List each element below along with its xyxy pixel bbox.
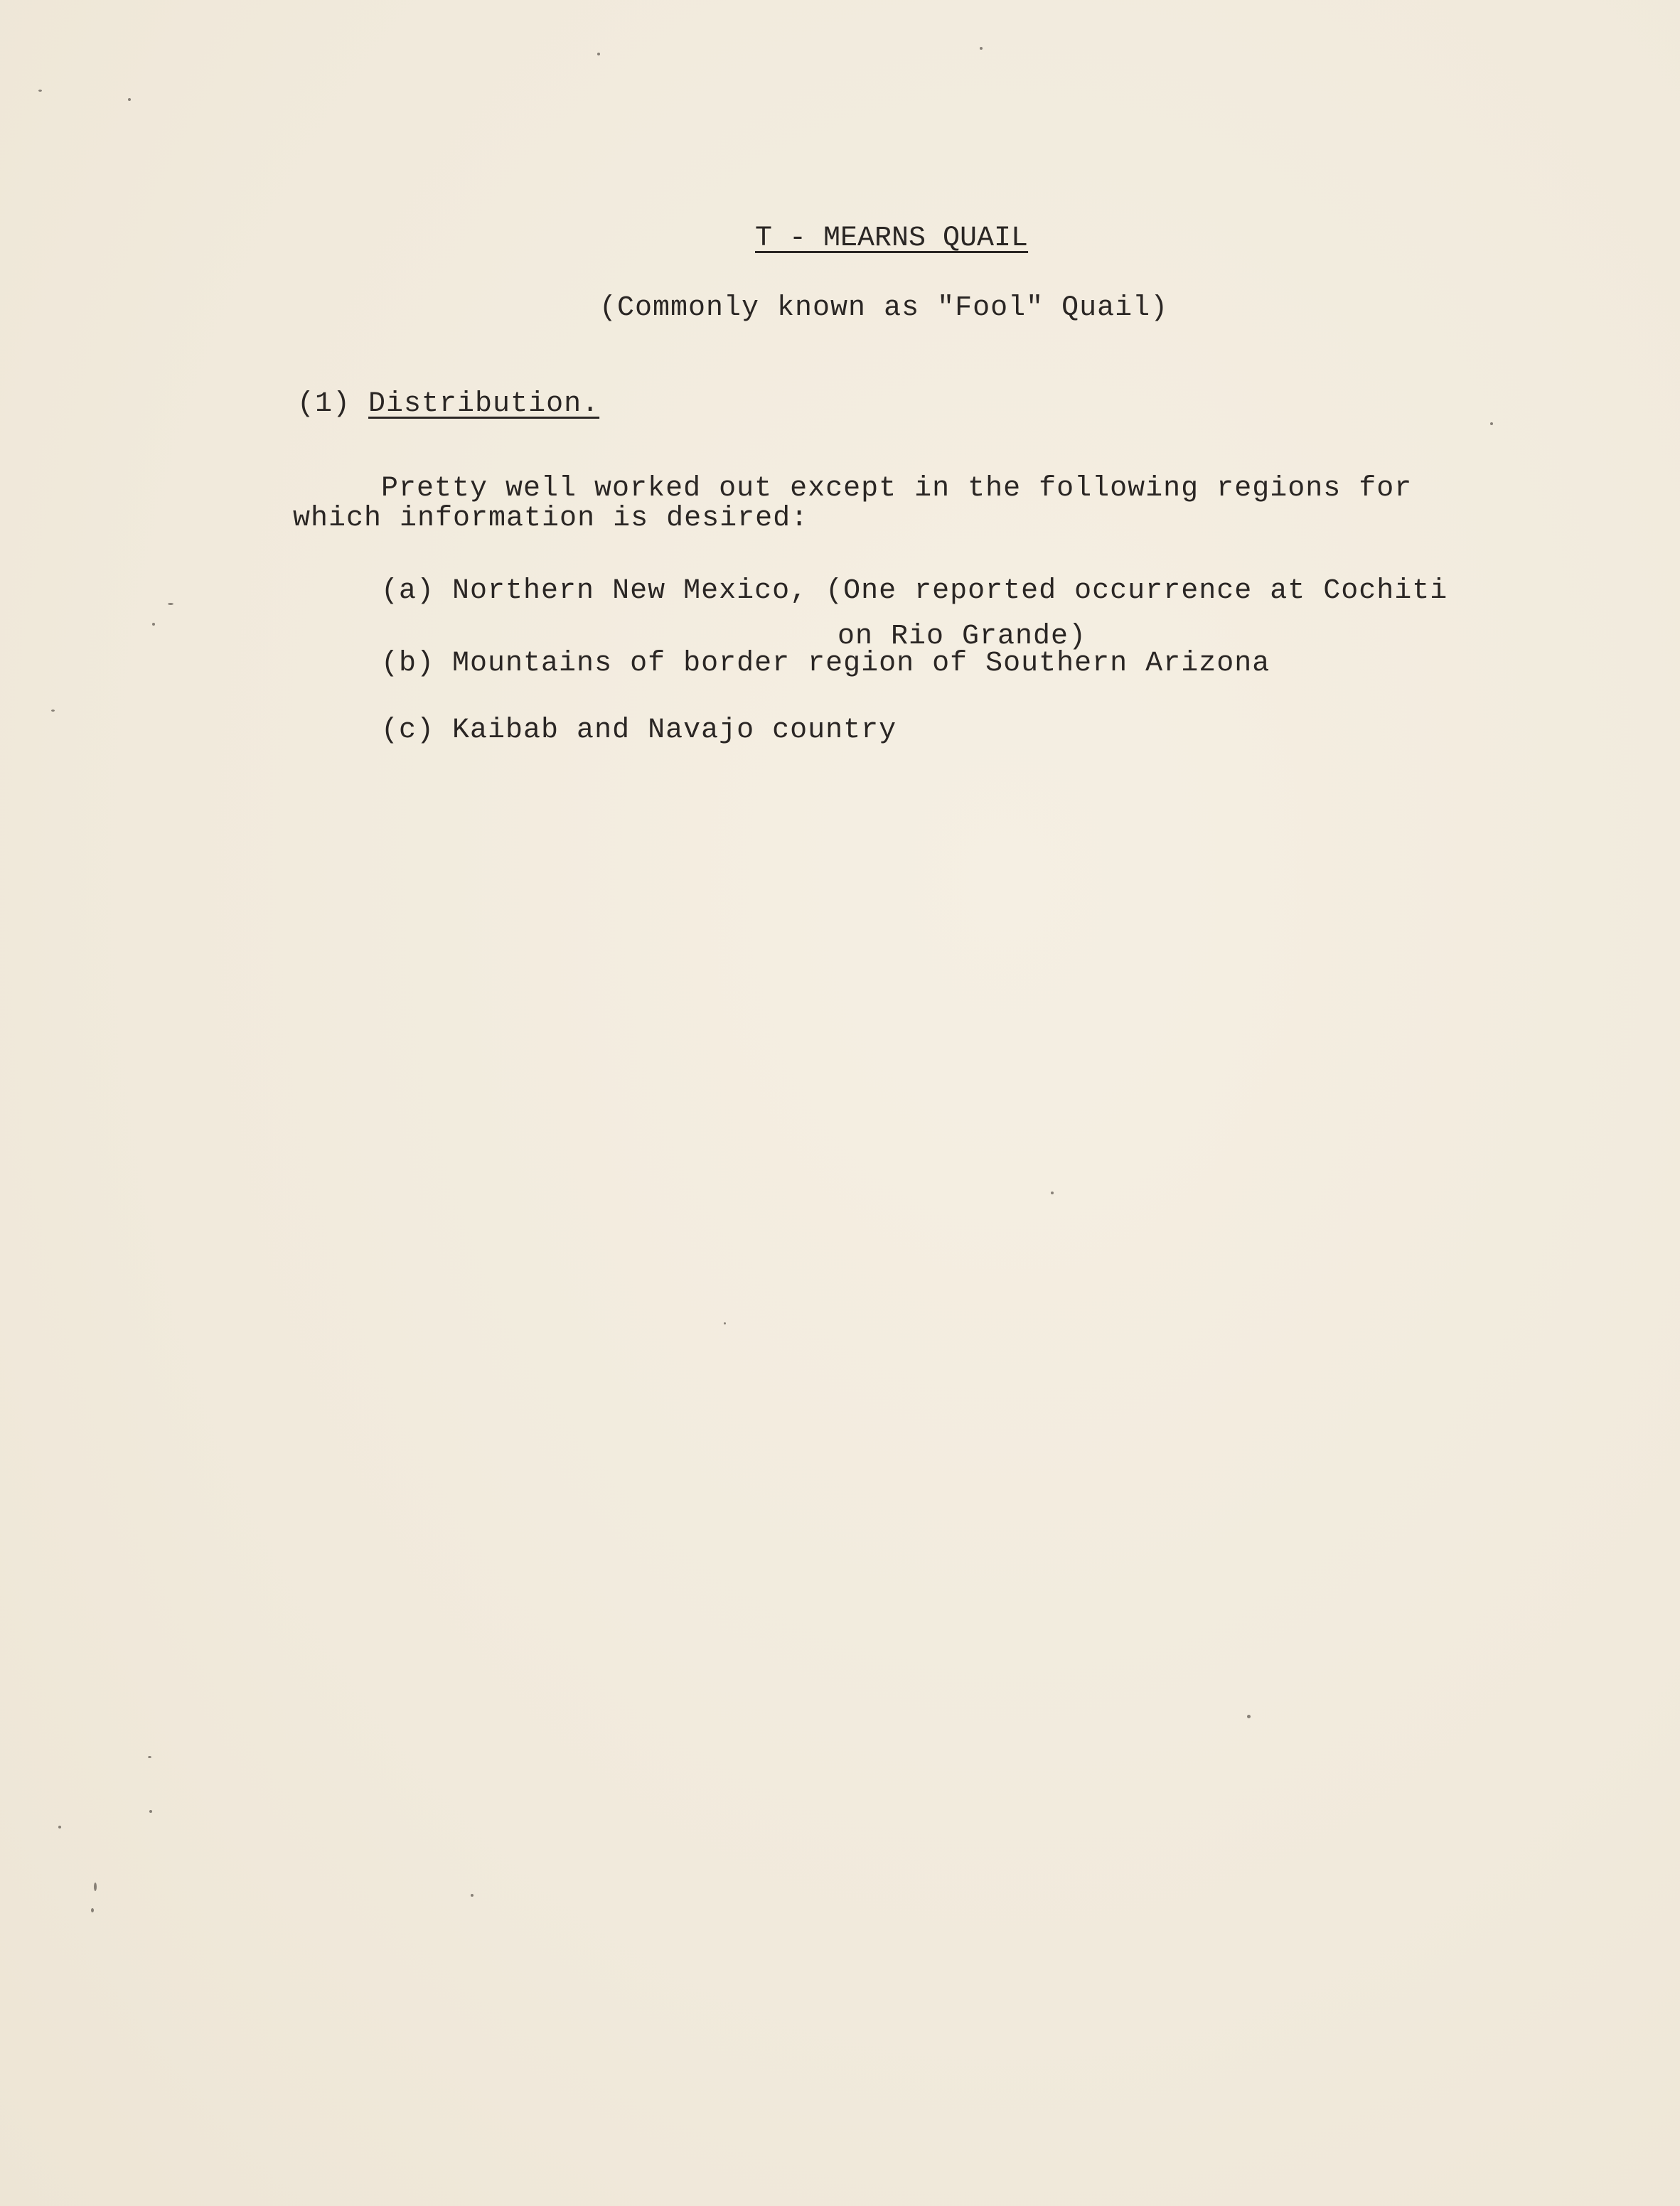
paper-speck <box>1051 1192 1054 1194</box>
paper-speck <box>58 1826 61 1828</box>
list-item-a <box>381 574 1448 609</box>
list-item-a-continuation: on Rio Grande) <box>838 621 1087 653</box>
section-number: (1) <box>297 388 351 420</box>
paper-speck <box>51 710 55 712</box>
document-title: T - MEARNS QUAIL <box>755 223 1029 255</box>
paper-speck <box>724 1322 726 1324</box>
intro-paragraph-line-2: which information is desired: <box>293 503 809 535</box>
list-item-text: Kaibab and Navajo country <box>452 714 897 746</box>
paper-speck <box>980 47 983 50</box>
paper-speck <box>148 1756 151 1758</box>
paper-speck <box>1247 1715 1251 1718</box>
document-subtitle: (Commonly known as "Fool" Quail) <box>599 292 1169 324</box>
paper-speck <box>471 1894 473 1897</box>
list-item-marker: (a) <box>381 575 435 607</box>
list-item-b <box>381 647 1270 681</box>
paper-speck <box>149 1810 152 1813</box>
list-item-text: Mountains of border region of Southern Arizona <box>452 648 1270 680</box>
intro-paragraph-line-1: Pretty well worked out except in the following regions for <box>381 473 1413 505</box>
paper-speck <box>94 1883 97 1891</box>
list-item-c <box>381 714 897 748</box>
paper-speck <box>38 90 42 92</box>
paper-speck <box>597 53 600 55</box>
paper-speck <box>168 603 173 605</box>
paper-speck <box>1490 422 1493 425</box>
section-heading-label: Distribution. <box>368 388 600 420</box>
paper-speck <box>128 98 131 101</box>
paper-speck <box>91 1908 94 1912</box>
list-item-marker: (c) <box>381 714 435 746</box>
list-item-marker: (b) <box>381 648 435 680</box>
list-item-text: Northern New Mexico, (One reported occurrence at Cochiti <box>452 575 1448 607</box>
section-heading <box>297 387 599 422</box>
paper-speck <box>152 623 155 626</box>
